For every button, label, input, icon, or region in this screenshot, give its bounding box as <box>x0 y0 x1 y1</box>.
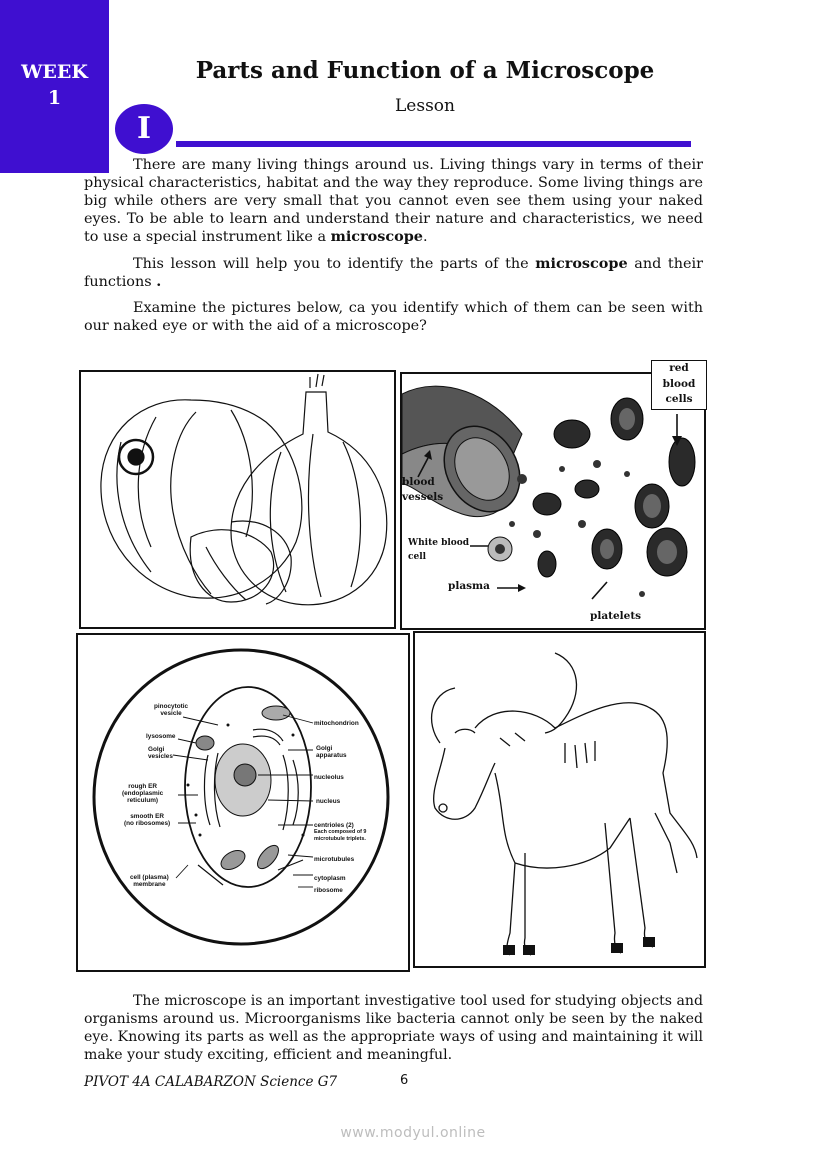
blood-cells-image <box>400 372 706 630</box>
label-line: Golgi <box>316 745 333 752</box>
purpose-text: This lesson will help you to identify the parts of the <box>133 256 536 272</box>
label-golgi-vesicles <box>148 746 173 760</box>
label-line: (endoplasmic <box>122 790 164 797</box>
label-line: centrioles (2) <box>314 822 354 829</box>
label-white-blood-cell <box>408 536 469 564</box>
label-line: red <box>669 362 689 374</box>
label-line: vesicles <box>148 753 173 760</box>
purpose-bold-term: microscope <box>535 255 628 272</box>
section-badge: I <box>115 104 173 154</box>
label-lysosome: lysosome <box>146 733 176 740</box>
label-microtubules: microtubules <box>314 856 355 863</box>
label-line: blood <box>402 476 435 488</box>
purpose-middle: and their functions <box>84 256 703 290</box>
label-line: reticulum) <box>127 797 159 804</box>
label-line: membrane <box>133 881 166 888</box>
label-line: blood <box>662 377 696 390</box>
label-line: vesicle <box>160 710 182 717</box>
intro-bold-term: microscope <box>330 228 423 245</box>
label-smooth-er <box>124 813 170 827</box>
watermark: www.modyul.online <box>340 1125 486 1141</box>
label-line: (no ribosomes) <box>124 820 171 827</box>
page-subtitle: Lesson <box>395 96 455 116</box>
label-line: cell (plasma) <box>130 874 169 881</box>
label-cell-membrane <box>130 874 169 888</box>
garlic-illustration <box>81 372 393 626</box>
page-number: 6 <box>400 1073 409 1088</box>
title-rule <box>176 141 691 147</box>
label-line: Each composed of 9 <box>314 829 367 835</box>
label-red-blood-cells <box>651 360 707 410</box>
week-number: 1 <box>47 87 62 109</box>
label-line: rough ER <box>128 783 157 790</box>
closing-paragraph: The microscope is an important investigative tool used for studying objects and organisms around us. Microorganisms like bacteria cannot only be seen by the naked eye. Knowing its parts as well as the appropriate ways of using and maintaining it will make your study exciting, efficient and meaningful. <box>84 993 703 1063</box>
label-cytoplasm: cytoplasm <box>314 875 346 882</box>
label-rough-er <box>122 783 163 804</box>
lesson-purpose-paragraph <box>84 255 703 291</box>
examine-paragraph: Examine the pictures below, ca you identify which of them can be seen with our naked eye or with the aid of a microscope? <box>84 300 703 334</box>
label-plasma: plasma <box>448 580 490 592</box>
intro-text: There are many living things around us. Living things vary in terms of their physical characteristics, habitat and the way they reproduce. Some living things are big while others are very small that you cannot even see them using your naked eyes. To be able to learn and understand their nature and characteristics, we need to use a special instrument like a <box>84 157 703 245</box>
label-line: Golgi <box>148 746 165 753</box>
label-line: vessels <box>402 491 444 503</box>
purpose-end: . <box>156 273 162 290</box>
label-pinocytotic-vesicle <box>154 703 188 717</box>
label-platelets: platelets <box>590 610 642 622</box>
page-title: Parts and Function of a Microscope <box>195 57 655 84</box>
label-mitochondrion: mitochondrion <box>314 720 359 727</box>
buffalo-illustration <box>415 633 703 965</box>
label-line: microtubule triplets. <box>314 836 366 842</box>
label-golgi-apparatus <box>316 745 347 759</box>
label-line: cell <box>408 552 427 562</box>
label-nucleus: nucleus <box>316 798 341 805</box>
week-label: WEEK <box>21 61 88 83</box>
label-centrioles <box>314 822 366 843</box>
intro-paragraph <box>84 156 703 246</box>
label-line: cells <box>665 393 693 405</box>
footer-publication: PIVOT 4A CALABARZON Science G7 <box>84 1074 338 1090</box>
label-blood-vessels <box>402 475 443 505</box>
carabao-image <box>413 631 706 968</box>
week-badge <box>0 0 109 173</box>
label-line: apparatus <box>316 752 347 759</box>
intro-end: . <box>422 229 428 245</box>
garlic-image <box>79 370 396 629</box>
label-ribosome: ribosome <box>314 887 343 894</box>
label-line: White blood <box>408 538 470 548</box>
label-nucleolus: nucleolus <box>314 774 344 781</box>
label-line: smooth ER <box>130 813 164 820</box>
label-line: pinocytotic <box>154 703 189 710</box>
